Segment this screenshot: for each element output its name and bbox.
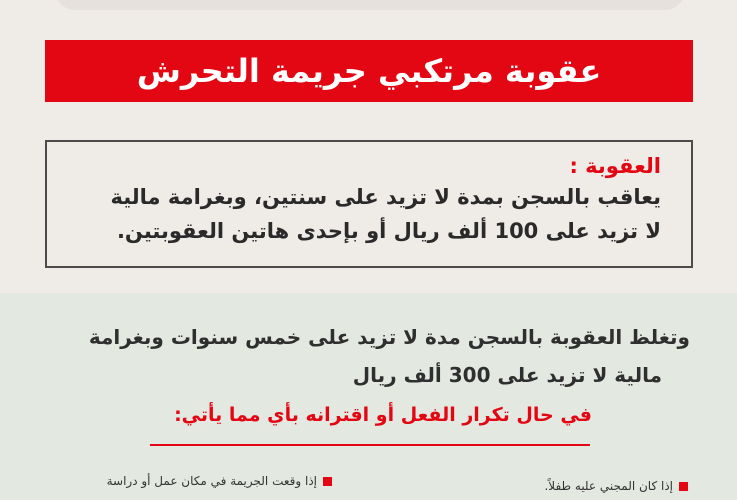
list-item-text: إذا وقعت الجريمة في مكان عمل أو دراسة [106,474,317,488]
penalty-line-1: يعاقب بالسجن بمدة لا تزيد على سنتين، وبغرامة مالية [110,185,661,209]
aggravated-text [40,318,690,394]
list-item [470,479,688,493]
list-item-text: إذا كان المجني عليه طفلاً. [544,479,673,493]
condition-heading: في حال تكرار الفعل أو اقترانه بأي مما يأتي: [174,404,592,426]
top-panel [55,0,685,10]
penalty-label: العقوبة : [569,154,661,178]
banner-title: عقوبة مرتكبي جريمة التحرش [136,52,602,90]
square-bullet-icon [323,477,332,486]
penalty-box [45,140,693,268]
list-item [40,474,332,488]
red-divider [150,444,590,446]
title-banner [45,40,693,102]
aggravated-line-2: مالية لا تزيد على 300 ألف ريال [352,363,662,387]
penalty-line-2: لا تزيد على 100 ألف ريال أو بإحدى هاتين العقوبتين. [116,219,661,243]
aggravated-line-1: وتغلظ العقوبة بالسجن مدة لا تزيد على خمس سنوات وبغرامة [88,325,690,349]
square-bullet-icon [679,482,688,491]
